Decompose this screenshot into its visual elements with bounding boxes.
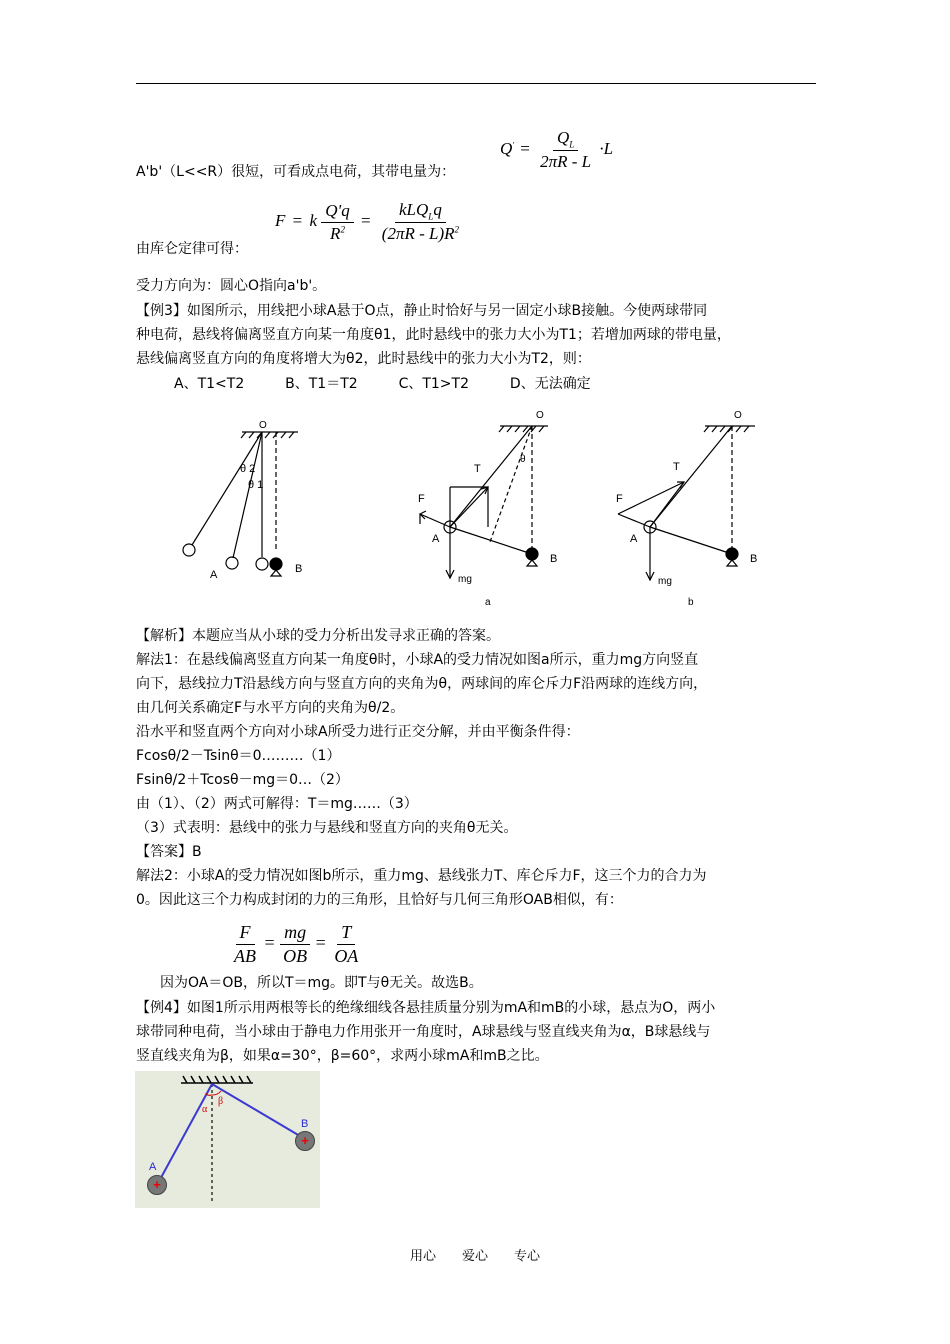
formula-coulomb: F = k $\frac{Q'q}{R^2}$ = $\frac{kLQ_Lq}{(2\pi R - L)R^2}$: [275, 200, 460, 244]
intro-text: A'b'（L<<R）很短，可看成点电荷，其带电量为：: [136, 164, 456, 180]
mid-caption: a: [485, 597, 491, 608]
left-theta1-label: θ 1: [248, 479, 264, 491]
example4-figure: [135, 1071, 320, 1208]
alpha-label: α: [202, 1104, 208, 1115]
left-b-label: B: [295, 563, 303, 575]
left-o-label: O: [259, 420, 267, 431]
right-b-label: B: [750, 553, 758, 565]
option-c: C、T1>T2: [398, 376, 470, 392]
mid-b-label: B: [550, 553, 558, 565]
right-caption: b: [688, 597, 694, 608]
conclusion-text: 因为OA＝OB，所以T＝mg。即T与θ无关。故选B。: [160, 975, 483, 991]
right-o-label: O: [734, 410, 742, 421]
coulomb-text: 由库仑定律可得：: [136, 241, 248, 257]
example3-text: 【例3】如图所示，用线把小球A悬于O点，静止时恰好与另一固定小球B接触。今使两球带同 种电荷，悬线将偏离竖直方向某一角度θ1，此时悬线中的张力大小为T1；若增加两球的带电量， 悬线偏离竖直方向的角度将增大为θ2，此时悬线中的张力大小为T2，则：: [136, 303, 731, 367]
option-d: D、无法确定: [509, 376, 591, 392]
ball-a-plus: +: [153, 1177, 161, 1192]
left-theta2-label: θ 2: [240, 463, 256, 475]
formula-charge: Q' = $\frac{Q_L}{2\pi R - L}$ ·L: [500, 128, 614, 172]
footer-text: 用心 爱心 专心: [409, 1249, 540, 1264]
mid-f-label: F: [418, 493, 425, 505]
mid-o-label: O: [536, 410, 544, 421]
right-f-label: F: [616, 493, 623, 505]
ball-b-plus: +: [301, 1133, 309, 1148]
example3-options: [174, 374, 591, 394]
direction-text: 受力方向为：圆心O指向a'b'。: [136, 278, 327, 294]
mid-theta-label: θ: [520, 454, 526, 465]
option-a: A、T1<T2: [174, 376, 245, 392]
left-a-label: A: [210, 569, 218, 581]
option-b: B、T1＝T2: [285, 376, 358, 392]
header-rule: [136, 83, 816, 84]
mid-t-label: T: [474, 463, 481, 475]
right-mg-label: mg: [658, 576, 672, 587]
mid-mg-label: mg: [458, 574, 472, 585]
fig2-b-label: B: [301, 1118, 309, 1130]
right-a-label: A: [630, 533, 638, 545]
beta-label: β: [218, 1096, 224, 1107]
solution-text: 【解析】本题应当从小球的受力分析出发寻求正确的答案。 解法1：在悬线偏离竖直方向某一角度θ时，小球A的受力情况如图a所示，重力mg方向竖直 向下，悬线拉力T沿悬线方向与竖直方向的夹角为θ，两球间的库仑斥力F沿两球的连线方向， 由几何关系确定F与水平方向的夹角为θ/2。 沿水平和竖直两个方向对小球A所受力进行正交分解，并由平衡条件得： Fcosθ/2－Tsinθ＝0………（1） Fsinθ/2＋Tcosθ－mg＝0…（2） 由（1）、（2）两式可解得：T＝mg……（3） （3）式表明：悬线中的张力与悬线和竖直方向的夹角θ无关。 【答案】B 解法2：小球A的受力情况如图b所示，重力mg、悬线张力T、库仑斥力F，这三个力的合力为 0。因此这三个力构成封闭的力的三角形，且恰好与几何三角形OAB相似，有：: [136, 628, 708, 908]
figure-left-diagram: [183, 420, 302, 581]
figure-a-diagram: [418, 410, 557, 608]
formula-similar-triangles: $\frac{F}{AB}$ = $\frac{mg}{OB}$ = $\frac{T}{OA}$: [234, 922, 359, 966]
figure-b-diagram: [616, 410, 757, 608]
right-t-label: T: [673, 461, 680, 473]
mid-a-label: A: [432, 533, 440, 545]
fig2-a-label: A: [149, 1161, 157, 1173]
example4-text: 【例4】如图1所示用两根等长的绝缘细线各悬挂质量分别为mA和mB的小球，悬点为O，两小 球带同种电荷，当小球由于静电力作用张开一角度时，A球悬线与竖直线夹角为α，B球悬线与 竖直线夹角为β，如果α=30°，β=60°，求两小球mA和mB之比。: [136, 1000, 716, 1064]
pendulum-figure: [170, 402, 780, 612]
